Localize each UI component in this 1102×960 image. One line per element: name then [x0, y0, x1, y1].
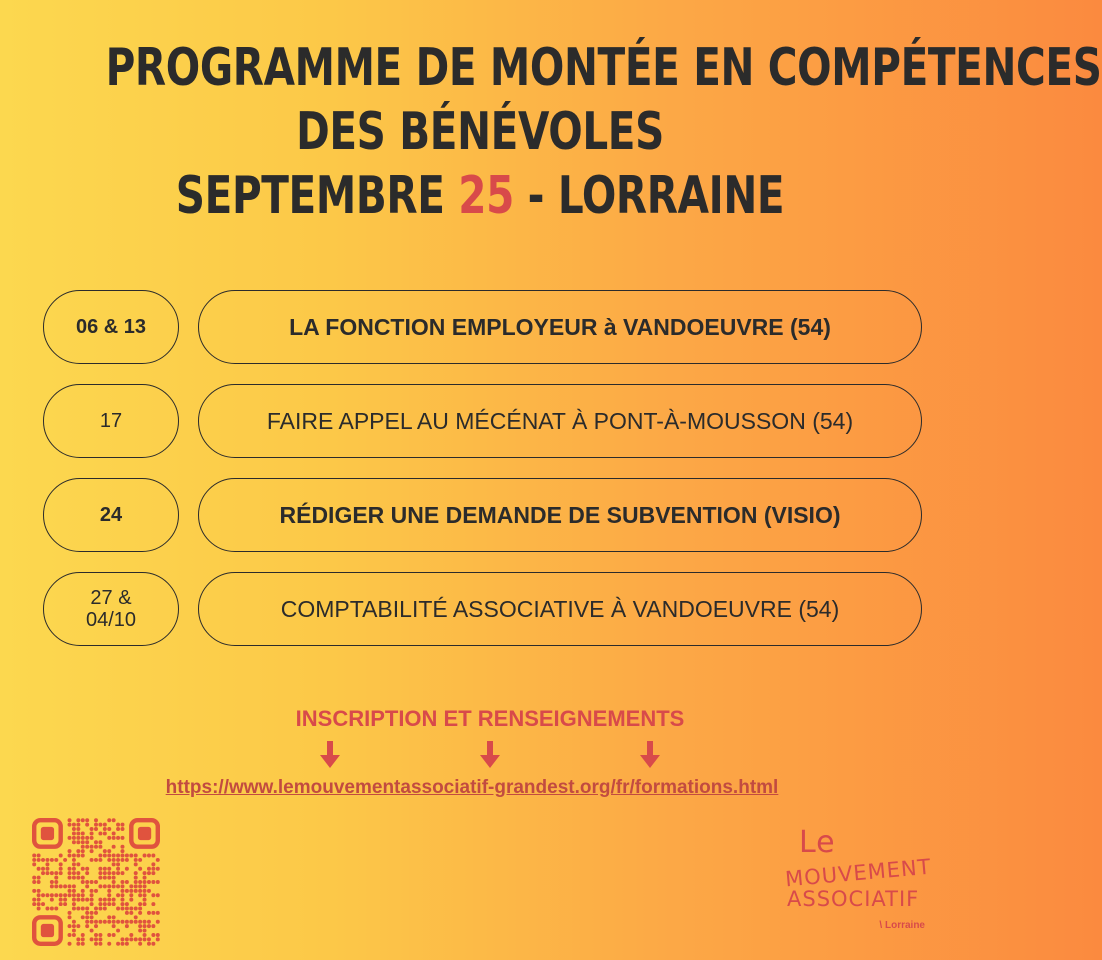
- session-row: [43, 290, 922, 364]
- session-row: [43, 384, 922, 458]
- session-row: [43, 478, 922, 552]
- down-arrow-icon: [318, 740, 342, 770]
- logo-word-le: Le: [799, 825, 836, 860]
- session-date: 27 & 04/10: [43, 572, 179, 646]
- title-year: 25: [458, 166, 514, 226]
- title-line-3: [106, 164, 855, 228]
- qr-code-icon[interactable]: [32, 818, 160, 946]
- session-date: 24: [43, 478, 179, 552]
- registration-heading: INSCRIPTION ET RENSEIGNEMENTS: [295, 706, 685, 731]
- le-mouvement-associatif-logo: [785, 825, 945, 935]
- session-topic: RÉDIGER UNE DEMANDE DE SUBVENTION (VISIO): [198, 478, 922, 552]
- down-arrow-icon: [638, 740, 662, 770]
- logo-word-mouvement: MOUVEMENT: [784, 854, 933, 892]
- page-title: [105, 36, 1102, 228]
- logo-word-associatif: ASSOCIATIF: [787, 887, 920, 911]
- title-month: SEPTEMBRE: [175, 166, 459, 226]
- down-arrow-icon: [478, 740, 502, 770]
- session-date: 17: [43, 384, 179, 458]
- title-line-1: PROGRAMME DE MONTÉE EN COMPÉTENCES: [105, 38, 1102, 98]
- title-line-2: DES BÉNÉVOLES: [296, 102, 664, 162]
- title-region: - LORRAINE: [513, 166, 785, 226]
- session-row: [43, 572, 922, 646]
- formations-link[interactable]: https://www.lemouvementassociatif-grandest.org/fr/formations.html: [165, 777, 779, 798]
- session-topic: COMPTABILITÉ ASSOCIATIVE À VANDOEUVRE (54): [198, 572, 922, 646]
- session-topic: LA FONCTION EMPLOYEUR à VANDOEUVRE (54): [198, 290, 922, 364]
- session-topic: FAIRE APPEL AU MÉCÉNAT À PONT-À-MOUSSON (54): [198, 384, 922, 458]
- session-date: 06 & 13: [43, 290, 179, 364]
- logo-region: \ Lorraine: [879, 920, 925, 931]
